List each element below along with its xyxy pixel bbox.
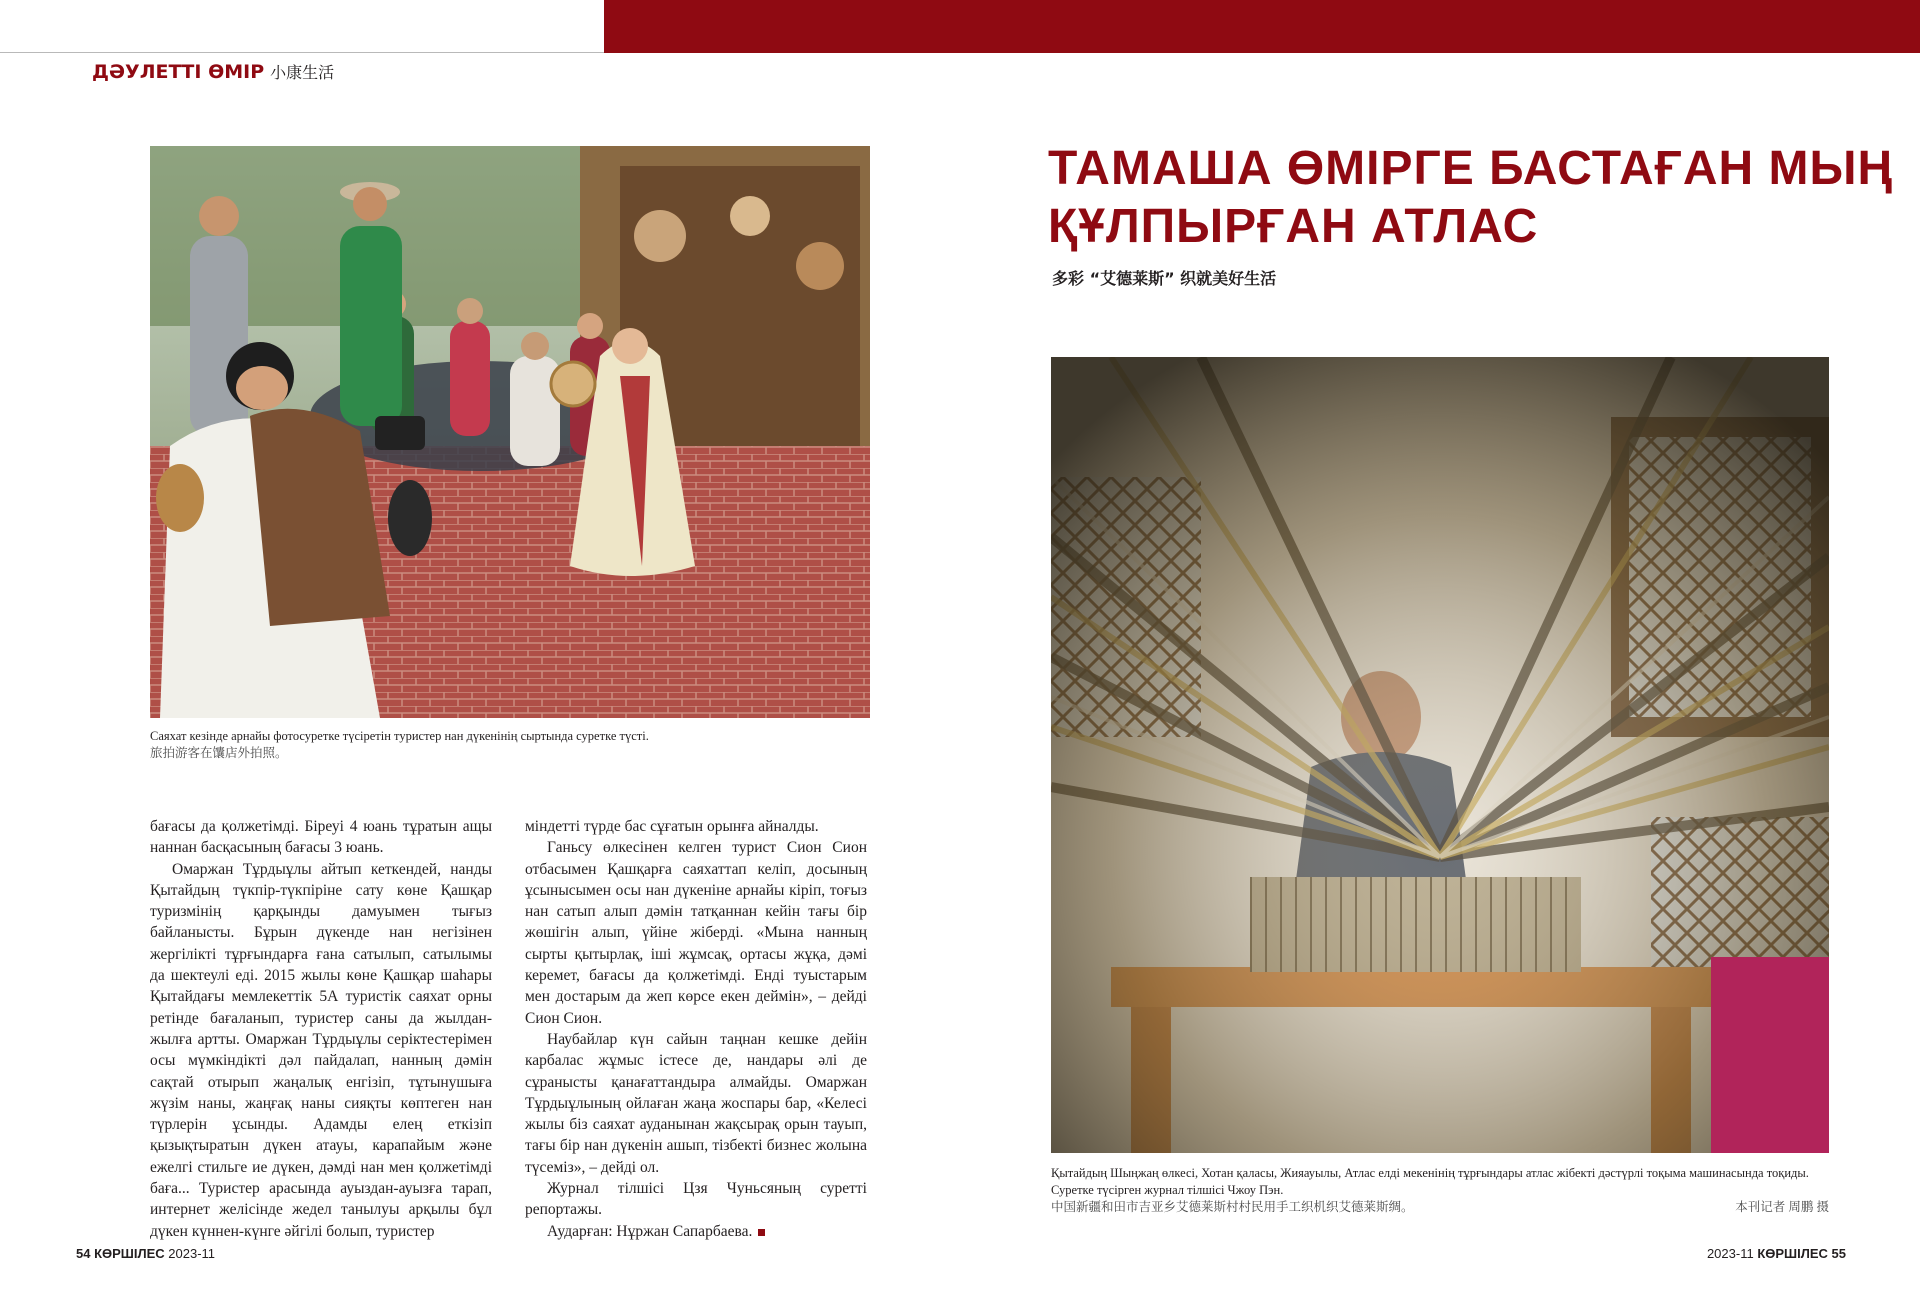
translator-credit: Аударған: Нұржан Сапарбаева. bbox=[547, 1222, 753, 1240]
col2-paragraph: міндетті түрде бас сұғатын орынға айналды. bbox=[525, 818, 819, 835]
body-column-2 bbox=[525, 816, 867, 1242]
col1-paragraph: Омаржан Тұрдыұлы айтып кеткендей, нанды Қытайдың түкпір-түкпіріне сату көне Қашқар туризмінің қарқынды дамуымен тығыз байланысты. Бұрын дүкенде нан негізінен жергілікті тұрғындарға ғана сатылып, сатылымы да шектеулі еді. 2015 жылы көне Қашқар шаһары Қытайдағы мемлекеттік 5А туристік саяхат орны ретінде бағаланып, туристер саны да жылдан-жылға артты. Омаржан Тұрдыұлы серіктестерімен осы мүмкіндікті дәл пайдалап, нанның дәмін сақтай отырып жаңалық енгізіп, тұтынушыға жүзім наны, жаңғақ наны сияқты көптеген нан түрлерін ұсынды. Адамды елең еткізіп қызықтыратын дүкен атауы, карапайым және ежелгі стильге ие дүкен, дәмді нан мен қолжетімді баға... Туристер арасында ауыздан-ауызға тарап, интернет желісінде жедел танылуы арқылы бұл дүкен күннен-күнге әйгілі болып, туристер bbox=[150, 860, 492, 1240]
issue-date-right: 2023-11 bbox=[1706, 1246, 1754, 1261]
article-subtitle-cn: 多彩 “艾德莱斯” 织就美好生活 bbox=[1052, 269, 1277, 288]
col2-paragraph: Журнал тілшісі Цзя Чуньсяның суретті репортажы. bbox=[525, 1180, 867, 1219]
end-mark bbox=[758, 1229, 765, 1236]
header-color-bar bbox=[604, 0, 1920, 53]
header-rule bbox=[0, 52, 604, 53]
issue-date-left: 2023-11 bbox=[168, 1246, 216, 1261]
folio-right bbox=[1707, 1246, 1846, 1261]
section-label-cn: 小康生活 bbox=[270, 63, 335, 82]
left-photo-caption bbox=[150, 728, 870, 762]
right-caption-cn: 中国新疆和田市吉亚乡艾德莱斯村村民用手工织机织艾德莱斯绸。 bbox=[1051, 1200, 1414, 1214]
left-caption-kz: Саяхат кезінде арнайы фотосуретке түсіретін туристер нан дүкенінің сыртында суретке түсті. bbox=[150, 729, 649, 743]
loom-weaver-photo bbox=[1051, 357, 1829, 1153]
section-label-kz: ДӘУЛЕТТІ ӨМІР bbox=[92, 61, 265, 83]
title-line-2: ҚҰЛПЫРҒАН АТЛАС bbox=[1048, 200, 1539, 253]
article-title bbox=[1048, 140, 1894, 256]
page-number-left: 54 bbox=[76, 1246, 91, 1261]
magazine-name-left: КӨРШІЛЕС bbox=[94, 1246, 165, 1261]
tourists-photo bbox=[150, 146, 870, 718]
folio-left bbox=[76, 1246, 215, 1261]
right-photo-caption bbox=[1051, 1165, 1829, 1216]
right-caption-kz-1: Қытайдың Шыңжаң өлкесі, Хотан қаласы, Жияауылы, Атлас елді мекенінің тұрғындары атлас жібекті дәстүрлі тоқыма машинасында тоқиды. bbox=[1051, 1166, 1809, 1180]
section-label bbox=[92, 60, 334, 86]
col2-paragraph: Наубайлар күн сайын таңнан кешке дейін карбалас жұмыс істесе де, нандары әлі де сұранысты қанағаттандыра алмайды. Омаржан Тұрдыұлының ойлаған жаңа жоспары бар, «Келесі жылы біз саяхат ауданынан жақсырақ орын тауып, тағы бір нан дүкенін ашып, тізбекті бизнес жолына түсеміз», – дейді ол. bbox=[525, 1030, 867, 1176]
right-caption-kz-2: Суретке түсірген журнал тілшісі Чжоу Пэн. bbox=[1051, 1183, 1284, 1197]
col1-paragraph: бағасы да қолжетімді. Біреуі 4 юань тұратын ащы наннан басқасының бағасы 3 юань. bbox=[150, 818, 492, 857]
title-line-1: ТАМАША ӨМІРГЕ БАСТАҒАН МЫҢ bbox=[1048, 142, 1894, 195]
body-column-1 bbox=[150, 816, 492, 1242]
magazine-name-right: КӨРШІЛЕС bbox=[1757, 1246, 1828, 1261]
col2-translator-line bbox=[525, 1221, 867, 1242]
photo-credit-cn: 本刊记者 周鹏 摄 bbox=[1735, 1200, 1829, 1214]
left-caption-cn: 旅拍游客在馕店外拍照。 bbox=[150, 746, 288, 760]
page-number-right: 55 bbox=[1831, 1246, 1846, 1261]
col2-paragraph: Ганьсу өлкесінен келген турист Сион Сион отбасымен Қашқарға саяхаттап келіп, досының ұсынысымен осы нан дүкеніне арнайы кіріп, тоғыз нан сатып алып дәмін татқаннан кейін тағы бір жөшігін алып, үйіне жіберді. «Мына нанның сырты қытырлақ, іші жұмсақ, ортасы жұқа, дәмі керемет, бағасы да қолжетімді. Енді туыстарым мен достарым да жеп көрсе екен деймін», – дейді Сион Сион. bbox=[525, 839, 867, 1027]
